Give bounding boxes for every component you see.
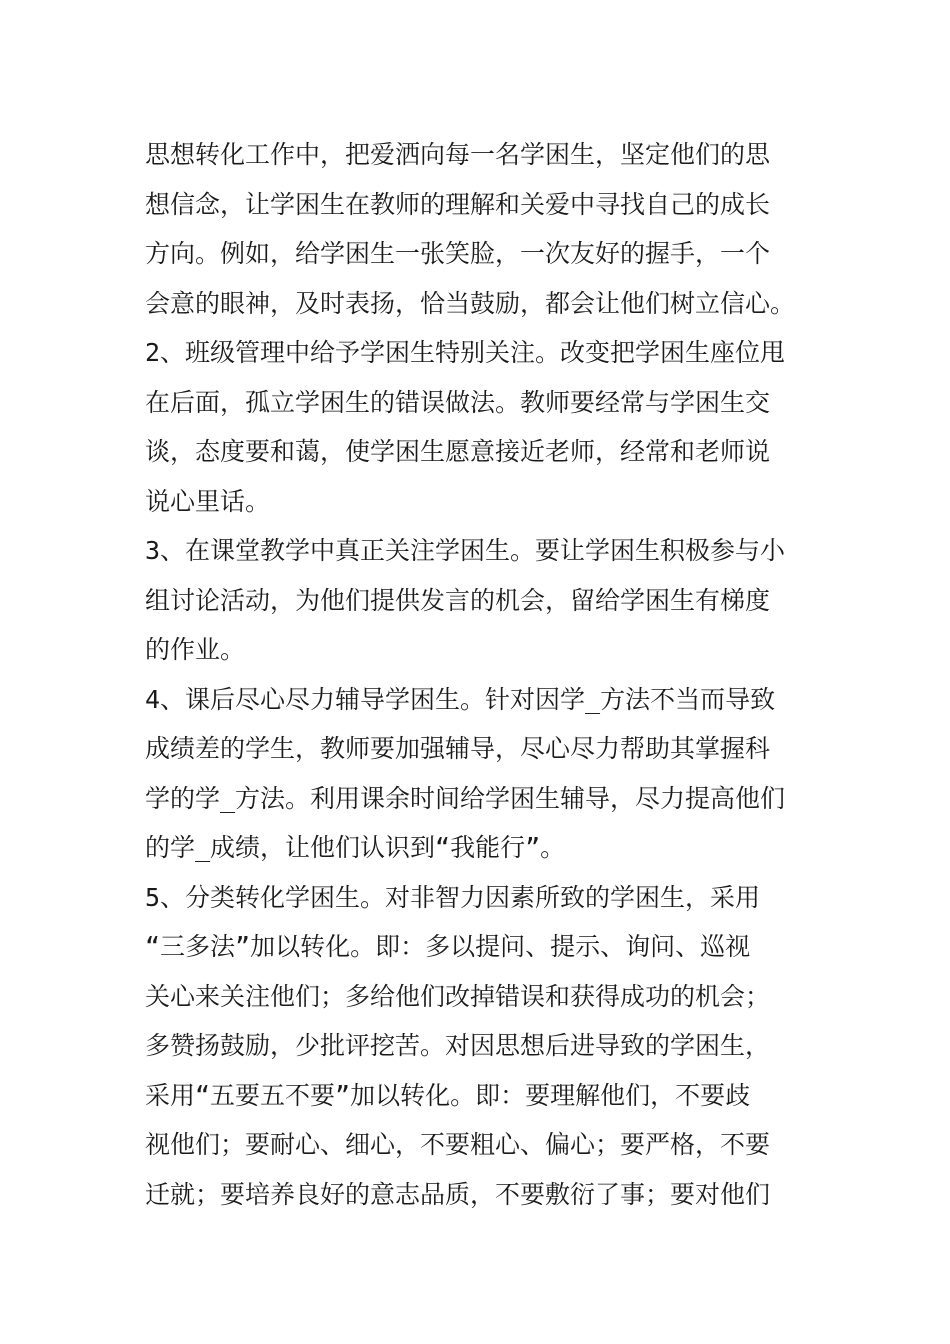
- body-line-13: 成绩差的学生，教师要加强辅导，尽心尽力帮助其掌握科: [145, 734, 771, 763]
- body-line-18: 关心来关注他们；多给他们改掉错误和获得成功的机会；: [145, 981, 771, 1011]
- body-line-21: 视他们；要耐心、细心，不要粗心、偏心；要严格，不要: [145, 1130, 771, 1159]
- document-body: [145, 130, 815, 1219]
- body-line-7: 谈，态度要和蔼，使学困生愿意接近老师，经常和老师说: [145, 437, 771, 466]
- body-line-2: 想信念，让学困生在教师的理解和关爱中寻找自己的成长: [145, 189, 771, 219]
- body-line-15: 的学_成绩，让他们认识到“我能行”。: [145, 833, 566, 862]
- body-line-19: 多赞扬鼓励，少批评挖苦。对因思想后进导致的学困生，: [145, 1031, 771, 1060]
- body-line-9: 3、在课堂教学中真正关注学困生。要让学困生积极参与小: [145, 536, 786, 565]
- body-line-14: 学的学_方法。利用课余时间给学困生辅导，尽力提高他们: [145, 783, 786, 813]
- body-line-1: 思想转化工作中，把爱洒向每一名学困生，坚定他们的思: [145, 140, 771, 169]
- body-line-11: 的作业。: [145, 635, 246, 664]
- body-line-10: 组讨论活动，为他们提供发言的机会，留给学困生有梯度: [145, 585, 771, 615]
- body-line-12: 4、课后尽心尽力辅导学困生。针对因学_方法不当而导致: [145, 684, 776, 714]
- body-line-3: 方向。例如，给学困生一张笑脸，一次友好的握手，一个: [145, 239, 771, 268]
- body-line-20: 采用“五要五不要”加以转化。即：要理解他们，不要歧: [145, 1080, 751, 1110]
- body-line-6: 在后面，孤立学困生的错误做法。教师要经常与学困生交: [145, 387, 771, 417]
- body-line-16: 5、分类转化学困生。对非智力因素所致的学困生，采用: [145, 882, 761, 912]
- body-line-5: 2、班级管理中给予学困生特别关注。改变把学困生座位甩: [145, 338, 786, 367]
- body-line-22: 迁就；要培养良好的意志品质，不要敷衍了事；要对他们: [145, 1179, 771, 1209]
- body-line-8: 说心里话。: [145, 486, 271, 516]
- body-line-4: 会意的眼神，及时表扬，恰当鼓励，都会让他们树立信心。: [145, 288, 796, 318]
- body-line-17: “三多法”加以转化。即：多以提问、提示、询问、巡视: [145, 932, 751, 961]
